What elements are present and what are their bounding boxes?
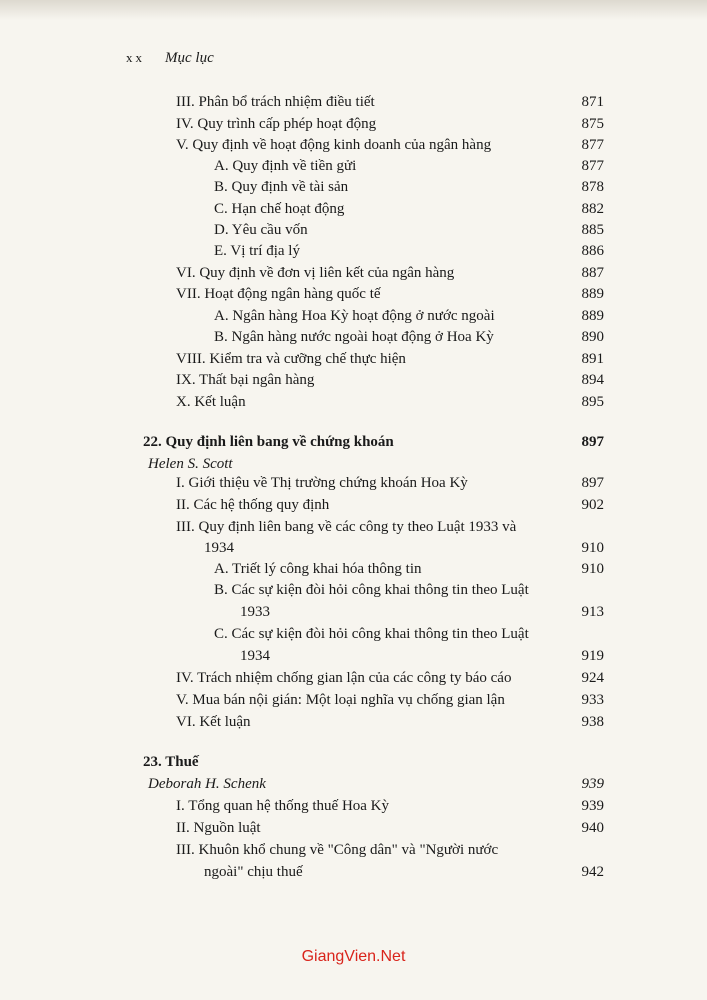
toc-entry-page: 939 <box>581 776 604 792</box>
toc-entry-page: 910 <box>581 561 604 577</box>
toc-entry-title: 1933 <box>240 604 270 620</box>
running-title: Mục lục <box>165 50 214 66</box>
toc-entry-title: C. Các sự kiện đòi hỏi công khai thông tin theo Luật <box>214 626 529 642</box>
toc-entry-page: 938 <box>581 714 604 730</box>
toc-entry-title: I. Tổng quan hệ thống thuế Hoa Kỳ <box>176 798 390 814</box>
toc-entry-title: III. Phân bổ trách nhiệm điều tiết <box>176 94 375 110</box>
toc-entry-page: 942 <box>581 864 604 880</box>
toc-entry-page: 939 <box>581 798 604 814</box>
toc-entry-page: 894 <box>581 372 604 388</box>
toc-entry-page: 890 <box>581 329 604 345</box>
toc-entry-page: 913 <box>581 604 604 620</box>
toc-entry-title: C. Hạn chế hoạt động <box>214 201 345 217</box>
toc-entry-page: 891 <box>581 351 604 367</box>
toc-entry-page: 897 <box>581 434 604 450</box>
toc-chapter-title: 23. Thuế <box>143 754 199 770</box>
toc-entry-page: 910 <box>581 540 604 556</box>
toc-entry-title: 1934 <box>240 648 270 664</box>
toc-entry-title: IV. Quy trình cấp phép hoạt động <box>176 116 377 132</box>
toc-entry-page: 902 <box>581 497 604 513</box>
toc-entry-title: ngoài" chịu thuế <box>204 864 303 880</box>
toc-entry-page: 871 <box>581 94 604 110</box>
toc-entry-page: 885 <box>581 222 604 238</box>
toc-entry-page: 895 <box>581 394 604 410</box>
toc-entry-title: B. Các sự kiện đòi hỏi công khai thông tin theo Luật <box>214 582 529 598</box>
toc-entry-title: B. Quy định về tài sản <box>214 179 349 195</box>
toc-chapter-title: 22. Quy định liên bang về chứng khoán <box>143 434 394 450</box>
toc-entry-title: D. Yêu cầu vốn <box>214 222 308 238</box>
toc-entry-title: A. Ngân hàng Hoa Kỳ hoạt động ở nước ngoài <box>214 308 495 324</box>
toc-entry-title: 1934 <box>204 540 234 556</box>
toc-entry-page: 889 <box>581 308 604 324</box>
toc-entry-title: V. Mua bán nội gián: Một loại nghĩa vụ chống gian lận <box>176 692 505 708</box>
toc-entry-page: 882 <box>581 201 604 217</box>
toc-author-name: Deborah H. Schenk <box>148 776 266 792</box>
toc-entry-title: VI. Quy định về đơn vị liên kết của ngân hàng <box>176 265 455 281</box>
toc-entry-title: E. Vị trí địa lý <box>214 243 300 259</box>
toc-entry-page: 887 <box>581 265 604 281</box>
toc-entry-page: 897 <box>581 475 604 491</box>
toc-entry-page: 877 <box>581 137 604 153</box>
toc-entry-title: I. Giới thiệu về Thị trường chứng khoán Hoa Kỳ <box>176 475 468 491</box>
toc-entry-page: 875 <box>581 116 604 132</box>
toc-entry-title: IX. Thất bại ngân hàng <box>176 372 315 388</box>
toc-entry-page: 889 <box>581 286 604 302</box>
toc-entry-title: VIII. Kiểm tra và cưỡng chế thực hiện <box>176 351 406 367</box>
toc-entry-title: A. Quy định về tiền gửi <box>214 158 357 174</box>
toc-entry-page: 940 <box>581 820 604 836</box>
toc-entry-title: A. Triết lý công khai hóa thông tin <box>214 561 422 577</box>
toc-entry-title: V. Quy định về hoạt động kinh doanh của ngân hàng <box>176 137 492 153</box>
toc-entry-title: VII. Hoạt động ngân hàng quốc tế <box>176 286 381 302</box>
toc-entry-title: II. Nguồn luật <box>176 820 261 836</box>
page-number: xx <box>126 50 145 65</box>
toc-entry-page: 924 <box>581 670 604 686</box>
toc-entry-title: III. Khuôn khổ chung về "Công dân" và "Người nước <box>176 842 499 858</box>
toc-entry-page: 919 <box>581 648 604 664</box>
watermark: GiangVien.Net <box>301 948 406 965</box>
toc-entry-title: X. Kết luận <box>176 394 246 410</box>
toc-entry-title: II. Các hệ thống quy định <box>176 497 330 513</box>
toc-entry-title: B. Ngân hàng nước ngoài hoạt động ở Hoa Kỳ <box>214 329 494 345</box>
toc-entry-page: 886 <box>581 243 604 259</box>
toc-entry-title: VI. Kết luận <box>176 714 251 730</box>
toc-entry-page: 878 <box>581 179 604 195</box>
toc-author-name: Helen S. Scott <box>148 456 233 472</box>
toc-entry-title: IV. Trách nhiệm chống gian lận của các công ty báo cáo <box>176 670 512 686</box>
toc-entry-title: III. Quy định liên bang về các công ty theo Luật 1933 và <box>176 519 517 535</box>
toc-entry-page: 933 <box>581 692 604 708</box>
toc-entry-page: 877 <box>581 158 604 174</box>
